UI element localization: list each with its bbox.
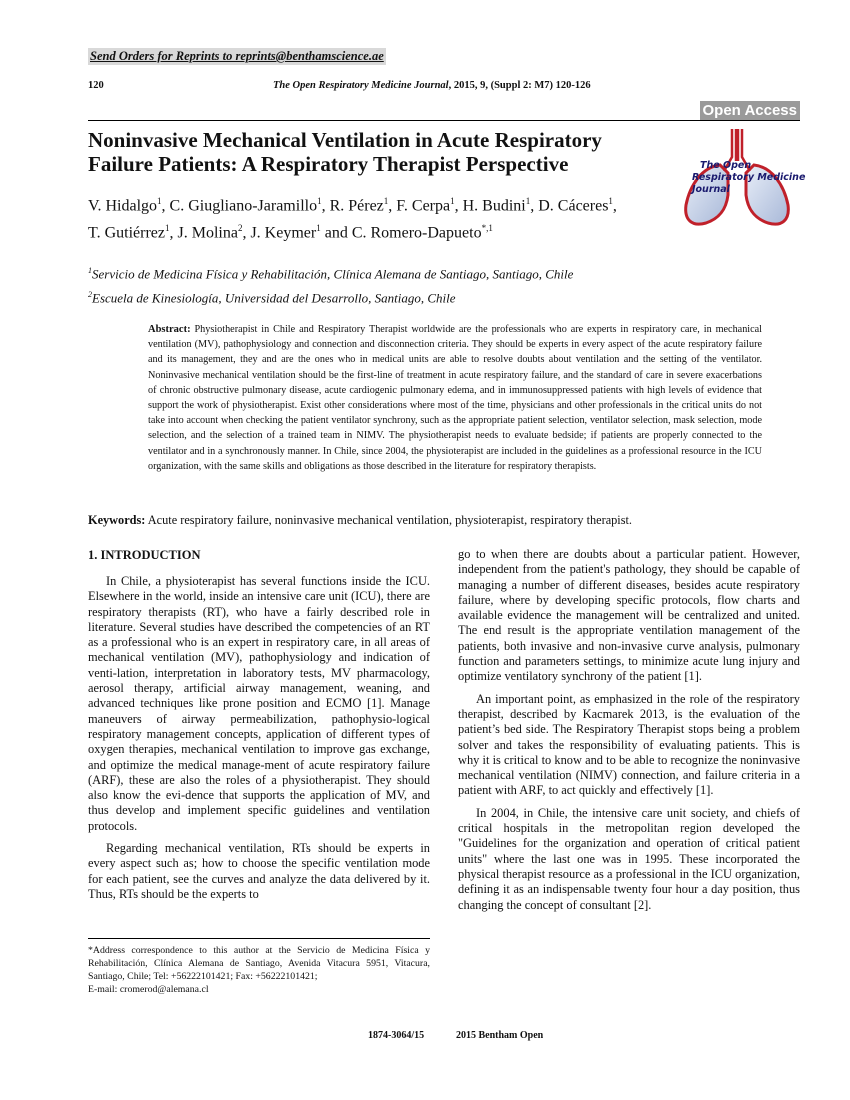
title-line-1: Noninvasive Mechanical Ventilation in Acute Respiratory — [88, 128, 602, 152]
author-affiliation-marker: 1 — [157, 196, 162, 206]
author-affiliation-marker: 1 — [317, 196, 322, 206]
paragraph: go to when there are doubts about a particular patient. However, independent from the patient's pathology, they should be capable of managing a number of different diseases, besides acute respiratory failure, where by developing specific protocols, flow charts and available evidence the management will be centralized and united. The end result is the appropriate ventilation management of the patients, both invasive and non-invasive curve analysis, pulmonary function and parameters settings, to minimize acute lung injury and optimize ventilatory synchrony of the patient [1]. — [458, 547, 800, 684]
keywords — [88, 513, 800, 528]
author-affiliation-marker: 1 — [608, 196, 613, 206]
logo-text-line2: Respiratory Medicine — [692, 172, 806, 183]
author-name: H. Budini — [462, 197, 526, 215]
author-name: V. Hidalgo — [88, 197, 158, 215]
journal-citation — [273, 80, 591, 91]
author-affiliation-marker: 2 — [237, 223, 243, 234]
abstract-text: Physiotherapist in Chile and Respiratory Therapist worldwide are the professionals who are experts in respiratory care, in mechanical ventilation (MV), pathophysiology and connection and disconnection criteria. They should be experts in every aspect of the acute respiratory failure and its management, they and are the ones who in medical units are able to resolve doubts about ventilation and the setting of the ventilator. Noninvasive mechanical ventilation should be the first-line of treatment in acute respiratory failure, and the standard of care in severe exacerbations of chronic obstructive pulmonary disease, acute cardiogenic pulmonary edema, and in immunosuppressed patients with high levels of evidence that support the work of physiotherapist. Exist other considerations where most of the time, physicians and other professionals in the critical units do not take into account when checking the patient ventilator synchrony, such as the appropriate patient selection, ventilator selection, mask selection, mode selection, and the selection of a trained team in NIMV. The physiotherapist needs to evaluate bedside; if patients are properly connected to the ventilator and in a synchronously manner. In Chile, since 2004, the physioterapist are included in the guidelines as a professional resource in the ICU organization, with the same skills and obligations as those described in the literature for respiratory therapists. — [148, 324, 762, 472]
abstract-label: Abstract: — [148, 324, 191, 335]
author-name: J. Keymer — [250, 224, 317, 242]
open-access-badge[interactable]: Open Access — [700, 101, 801, 120]
paragraph: In 2004, in Chile, the intensive care unit society, and chiefs of critical hospitals in the metropolitan region developed the "Guidelines for the organization and operation of critical patient units" where the last one was in 1995. These incorporated the physical therapist resource as a professional in the ICU organization, defining it as an indispensable twenty four hour a day position, thus changing the concept of consultant [2]. — [458, 805, 800, 912]
logo-text-line1: The Open — [700, 160, 752, 171]
article-title — [88, 128, 648, 176]
author-name: D. Cáceres — [538, 197, 609, 215]
author-name: C. Romero-Dapueto — [351, 224, 482, 242]
author-name: T. Gutiérrez — [88, 224, 165, 242]
lungs-icon — [662, 125, 812, 235]
reprint-notice-link[interactable]: Send Orders for Reprints to reprints@benthamscience.ae — [90, 49, 384, 63]
left-column — [88, 574, 430, 902]
affiliation-number: 2 — [88, 290, 92, 299]
page-number: 120 — [88, 80, 104, 91]
affiliation-number: 1 — [88, 266, 92, 275]
paragraph: Regarding mechanical ventilation, RTs should be experts in every aspect such as; how to choose the specific ventilation mode for each patient, see the curves and analyze the data delivered by it. Thus, RTs should be the experts to — [88, 841, 430, 901]
footnote-address: *Address correspondence to this author at the Servicio de Medicina Física y Rehabilitación, Clínica Alemana de Santiago, Avenida Vitacura 5951, Vitacura, Santiago, Chile; Tel: +56222101421; Fax: +56222101421; — [88, 945, 430, 982]
author-affiliation-marker: 1 — [525, 196, 531, 206]
section-heading-introduction: 1. INTRODUCTION — [88, 548, 201, 562]
keywords-text: Acute respiratory failure, noninvasive mechanical ventilation, physioterapist, respiratory therapist. — [147, 513, 632, 527]
affiliation-2 — [88, 290, 456, 306]
author-affiliation-marker: *,1 — [481, 223, 493, 234]
right-column — [458, 547, 800, 913]
title-line-2: Failure Patients: A Respiratory Therapist Perspective — [88, 152, 569, 176]
journal-volume-info: , 2015, 9, (Suppl 2: M7) 120-126 — [448, 80, 591, 91]
author-affiliation-marker: 1 — [450, 196, 455, 206]
footnote-email-link[interactable]: E-mail: cromerod@alemana.cl — [88, 984, 209, 995]
author-affiliation-marker: 1 — [316, 223, 321, 234]
paragraph: An important point, as emphasized in the role of the respiratory therapist, described by Kacmarek 2013, is the evaluation of the patient’s bed side. The Respiratory Therapist stops being a problem solver and takes the responsibility of evaluating patients. This is why it is critical to know and to be able to recognize the noninvasive mechanical ventilation (NIMV) connection, and failure criteria in a patient with ARF, to act quickly and effectively [1]. — [458, 691, 800, 798]
footer-issn: 1874-3064/15 — [368, 1030, 425, 1041]
author-name: J. Molina — [177, 224, 238, 242]
journal-name: The Open Respiratory Medicine Journal — [273, 80, 449, 91]
author-name: C. Giugliano-Jaramillo — [169, 197, 318, 215]
affiliation-text: Servicio de Medicina Física y Rehabilitación, Clínica Alemana de Santiago, Santiago, Chile — [92, 266, 574, 282]
author-affiliation-marker: 1 — [383, 196, 389, 206]
header-divider — [88, 120, 800, 121]
logo-text-line3: Journal — [692, 184, 730, 195]
correspondence-footnote — [88, 944, 430, 996]
abstract — [148, 322, 762, 474]
affiliation-text: Escuela de Kinesiología, Universidad del Desarrollo, Santiago, Chile — [92, 290, 456, 306]
author-list: V. Hidalgo$^1$, C. Giugliano-Jaramillo$^1$, R. Pérez$^1$, F. Cerpa$^1$, H. Budini$^1$, D. Cáceres$^1$, T. Gutiérrez$^1$, J. Molina$^2$, J. Keymer$^1$ and C. Romero-Dapueto$^{*,1}$ — [88, 196, 617, 242]
affiliation-1 — [88, 266, 573, 282]
author-name: R. Pérez — [329, 197, 384, 215]
footer-copyright: 2015 Bentham Open — [456, 1030, 544, 1041]
keywords-label: Keywords: — [88, 513, 146, 527]
footnote-divider — [88, 938, 430, 939]
author-affiliation-marker: 1 — [165, 223, 170, 234]
author-name: F. Cerpa — [396, 197, 451, 215]
author-conjunction: and — [320, 224, 352, 242]
paragraph: In Chile, a physioterapist has several functions inside the ICU. Elsewhere in the world, inside an intensive care unit (ICU), there are respiratory therapists (RT), who have a fairly described role in literature. Several studies have described the competencies of an RT as a professional who is an expert in respiratory care, in all areas of mechanical ventilation (MV), pathophysiology and indication of venti-lation, interpretation in laboratory tests, MV pharmacology, aerosol therapy, artificial airway management, weaning, and advanced techniques like prone position and ECMO [1]. Manage maneuvers of airway permeabilization, pathophysio-logical respiratory management concepts, application of different types of oxygen therapies, mechanical ventilation to improve gas exchange, and optimize the medical manage-ment of acute respiratory failure (ARF), these are also the roles of a physiotherapist. They should also know the evi-dence that supports the application of MV, and thus develop and implement specific guidelines and ventilation protocols. — [88, 574, 430, 833]
journal-logo — [662, 125, 812, 235]
